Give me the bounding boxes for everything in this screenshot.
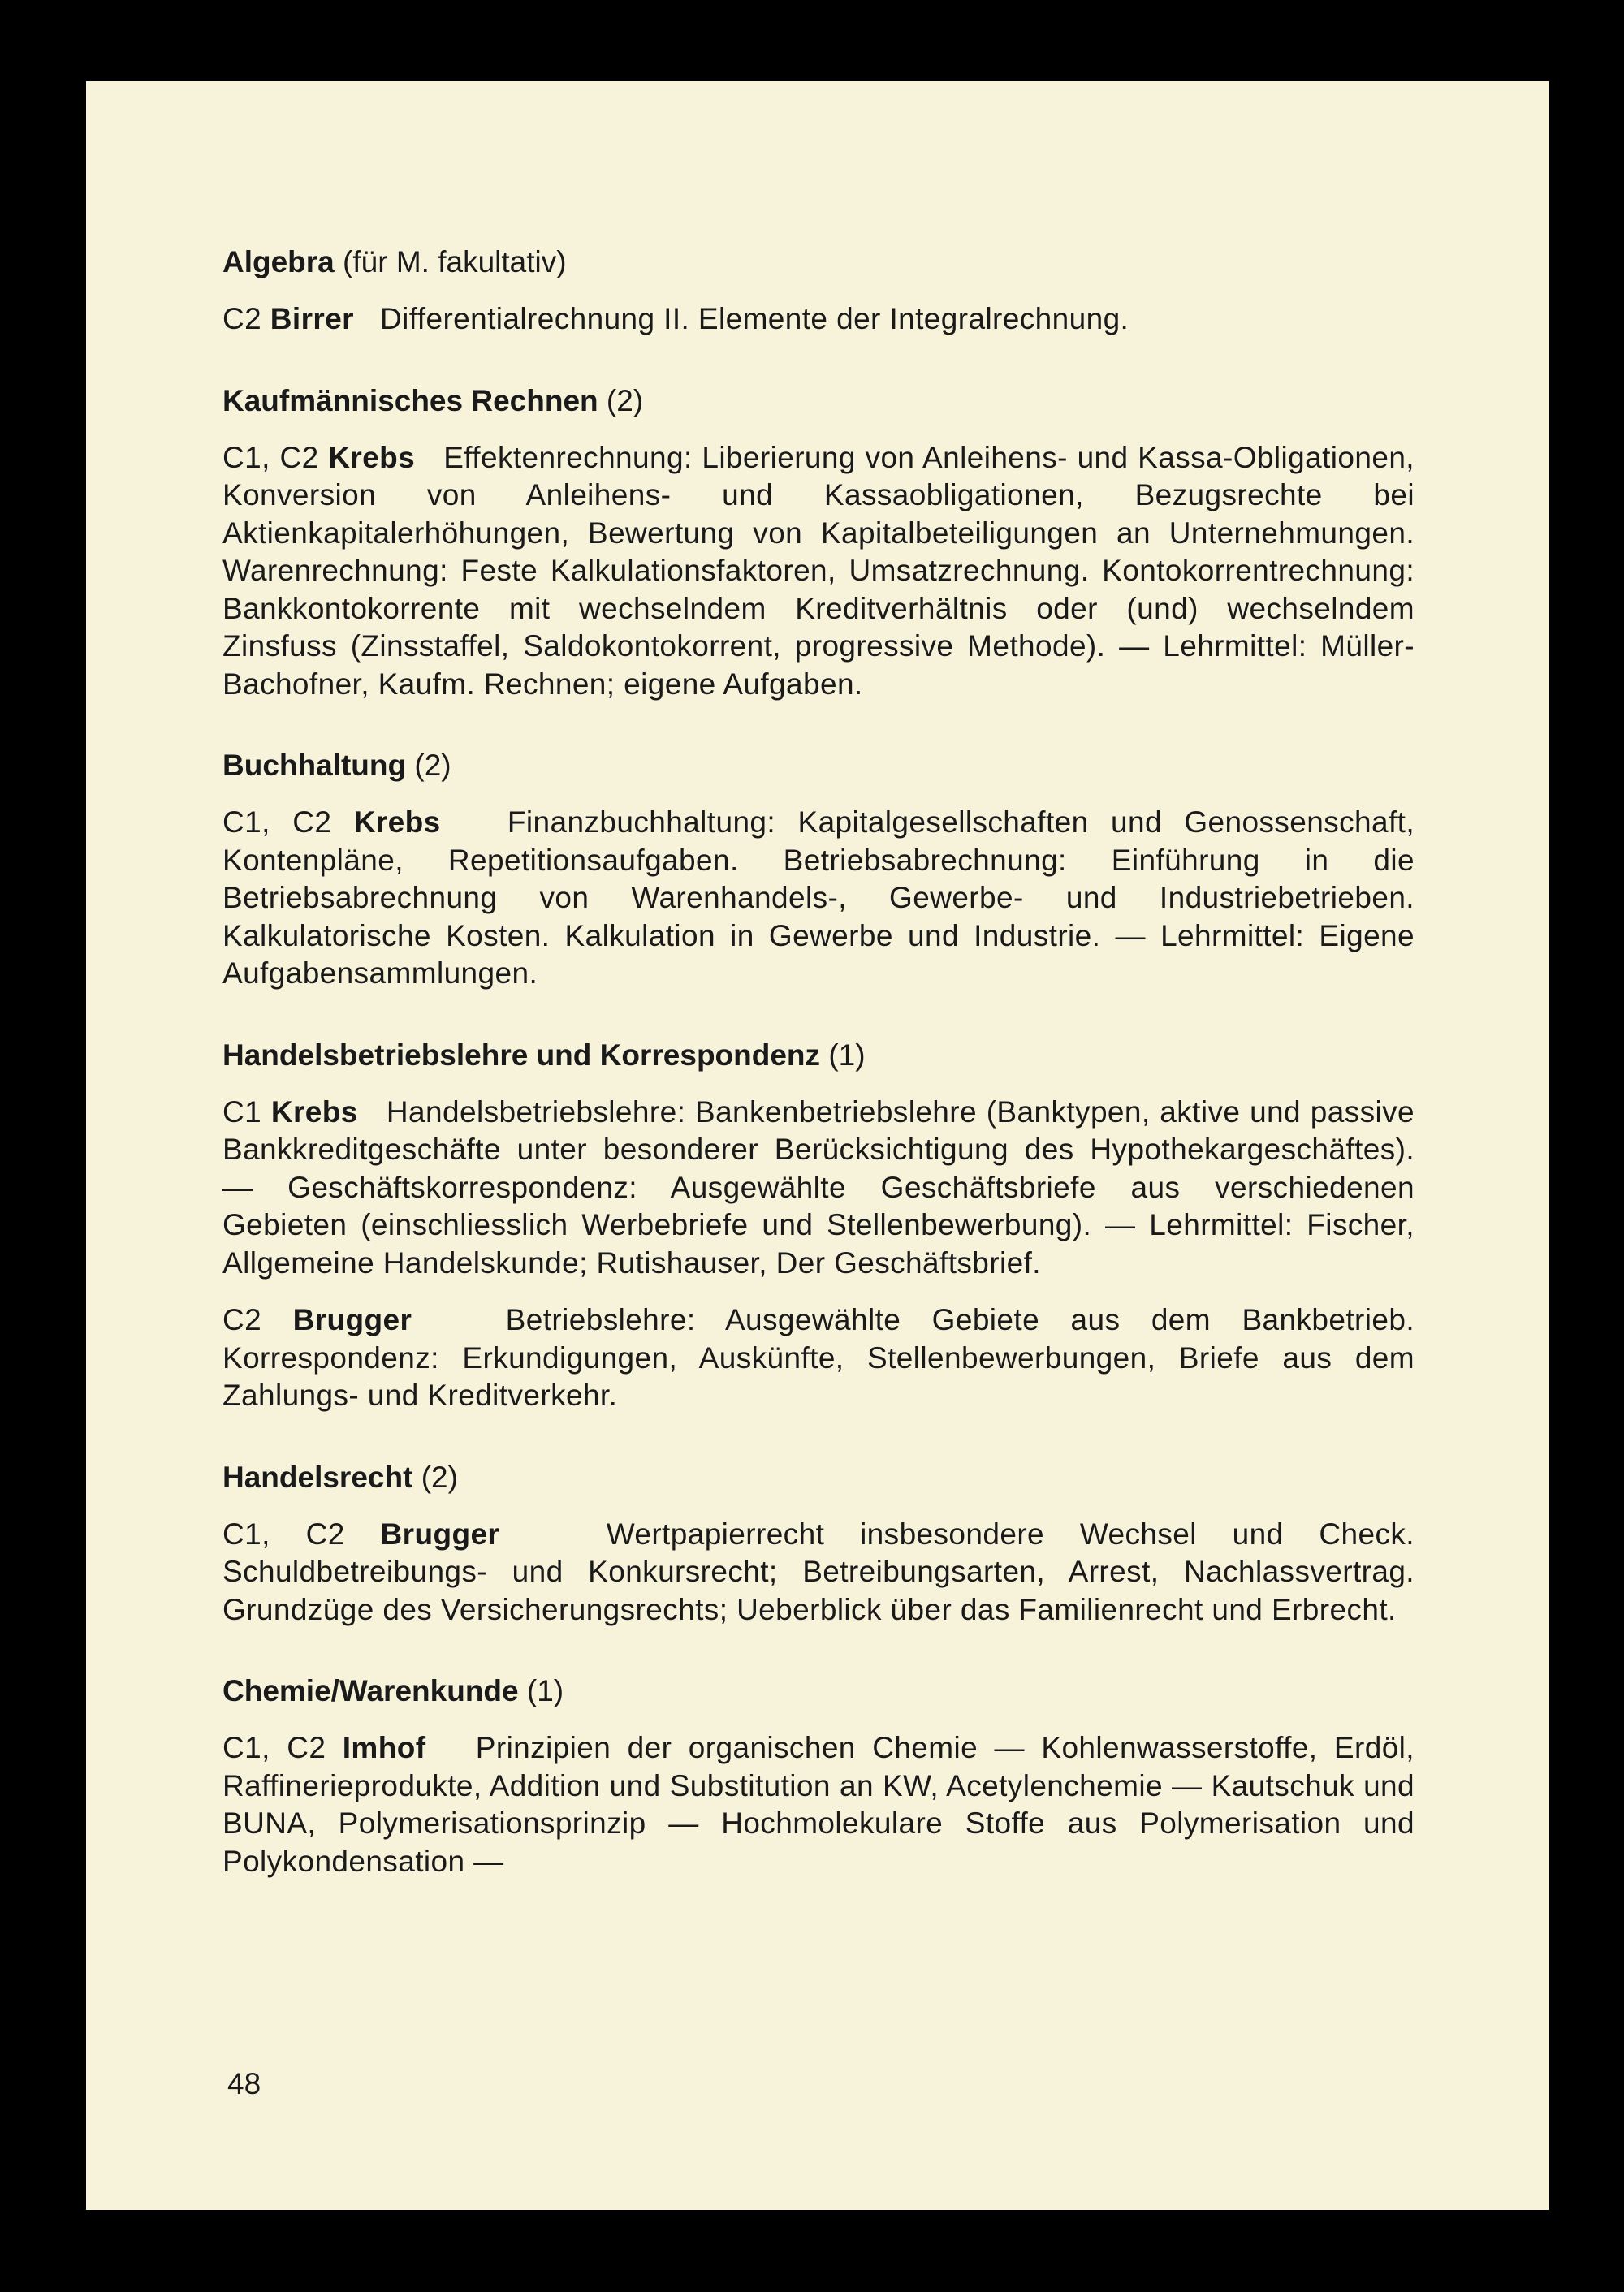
entry-handelsrecht: C1, C2 Brugger Wertpapierrecht insbesondere Wechsel und Check. Schuldbetreibungs- und Konkursrecht; Betreibungsarten, Arrest, Nachlassvertrag. Grundzüge des Versicherungsrechts; Ueberblick über das Familienrecht und Erbrecht. bbox=[222, 1517, 1415, 1626]
document-page bbox=[86, 81, 1549, 2210]
section-title-handelsrecht: Handelsrecht (2) bbox=[222, 1460, 458, 1494]
section-title-chemie: Chemie/Warenkunde (1) bbox=[222, 1674, 564, 1707]
section-title-kaufm-rechnen: Kaufmännisches Rechnen (2) bbox=[222, 383, 644, 417]
section-title-buchhaltung: Buchhaltung (2) bbox=[222, 749, 451, 782]
entry-buchhaltung: C1, C2 Krebs Finanzbuchhaltung: Kapitalgesellschaften und Genossenschaft, Kontenpläne, Repetitionsaufgaben. Betriebsabrechnung: Einführung in die Betriebsabrechnung von Warenhandels-, Gewerbe- und Industriebetrieben. Kalkulatorische Kosten. Kalkulation in Gewerbe und Industrie. — Lehrmittel: Eigene Aufgabensammlungen. bbox=[222, 805, 1415, 990]
page-number: 48 bbox=[227, 2067, 261, 2100]
entry-chemie: C1, C2 Imhof Prinzipien der organischen Chemie — Kohlenwasserstoffe, Erdöl, Raffinerieprodukte, Addition und Substitution an KW, Acetylenchemie — Kautschuk und BUNA, Polymerisationsprinzip — Hochmolekulare Stoffe aus Polymerisation und Polykondensation — bbox=[222, 1731, 1415, 1878]
entry-algebra-c2: C2 Birrer Differentialrechnung II. Elemente der Integralrechnung. bbox=[222, 302, 1129, 335]
entry-handelsbetriebslehre-c1: C1 Krebs Handelsbetriebslehre: Bankenbetriebslehre (Banktypen, aktive und passive Bankkreditgeschäfte unter besonderer Berücksichtigung des Hypothekargeschäftes). — Geschäftskorrespondenz: Ausgewählte Geschäftsbriefe aus verschiedenen Gebieten (einschliesslich Werbebriefe und Stellenbewerbung). — Lehrmittel: Fischer, Allgemeine Handelskunde; Rutishauser, Der Geschäftsbrief. bbox=[222, 1094, 1415, 1280]
section-title-algebra: Algebra (für M. fakultativ) bbox=[222, 245, 567, 278]
entry-handelsbetriebslehre-c2: C2 Brugger Betriebslehre: Ausgewählte Gebiete aus dem Bankbetrieb. Korrespondenz: Erkundigungen, Auskünfte, Stellenbewerbungen, Briefe aus dem Zahlungs- und Kreditverkehr. bbox=[222, 1303, 1415, 1412]
section-title-handelsbetriebslehre: Handelsbetriebslehre und Korrespondenz (1) bbox=[222, 1038, 866, 1072]
entry-kaufm-rechnen: C1, C2 Krebs Effektenrechnung: Liberierung von Anleihens- und Kassa-Obligationen, Konversion von Anleihens- und Kassaobligationen, Bezugsrechte bei Aktienkapitalerhöhungen, Bewertung von Kapitalbeteiligungen an Unternehmungen. Warenrechnung: Feste Kalkulationsfaktoren, Umsatzrechnung. Kontokorrentrechnung: Bankkontokorrente mit wechselndem Kreditverhältnis oder (und) wechselndem Zinsfuss (Zinsstaffel, Saldokontokorrent, progressive Methode). — Lehrmittel: Müller-Bachofner, Kaufm. Rechnen; eigene Aufgaben. bbox=[222, 440, 1415, 701]
